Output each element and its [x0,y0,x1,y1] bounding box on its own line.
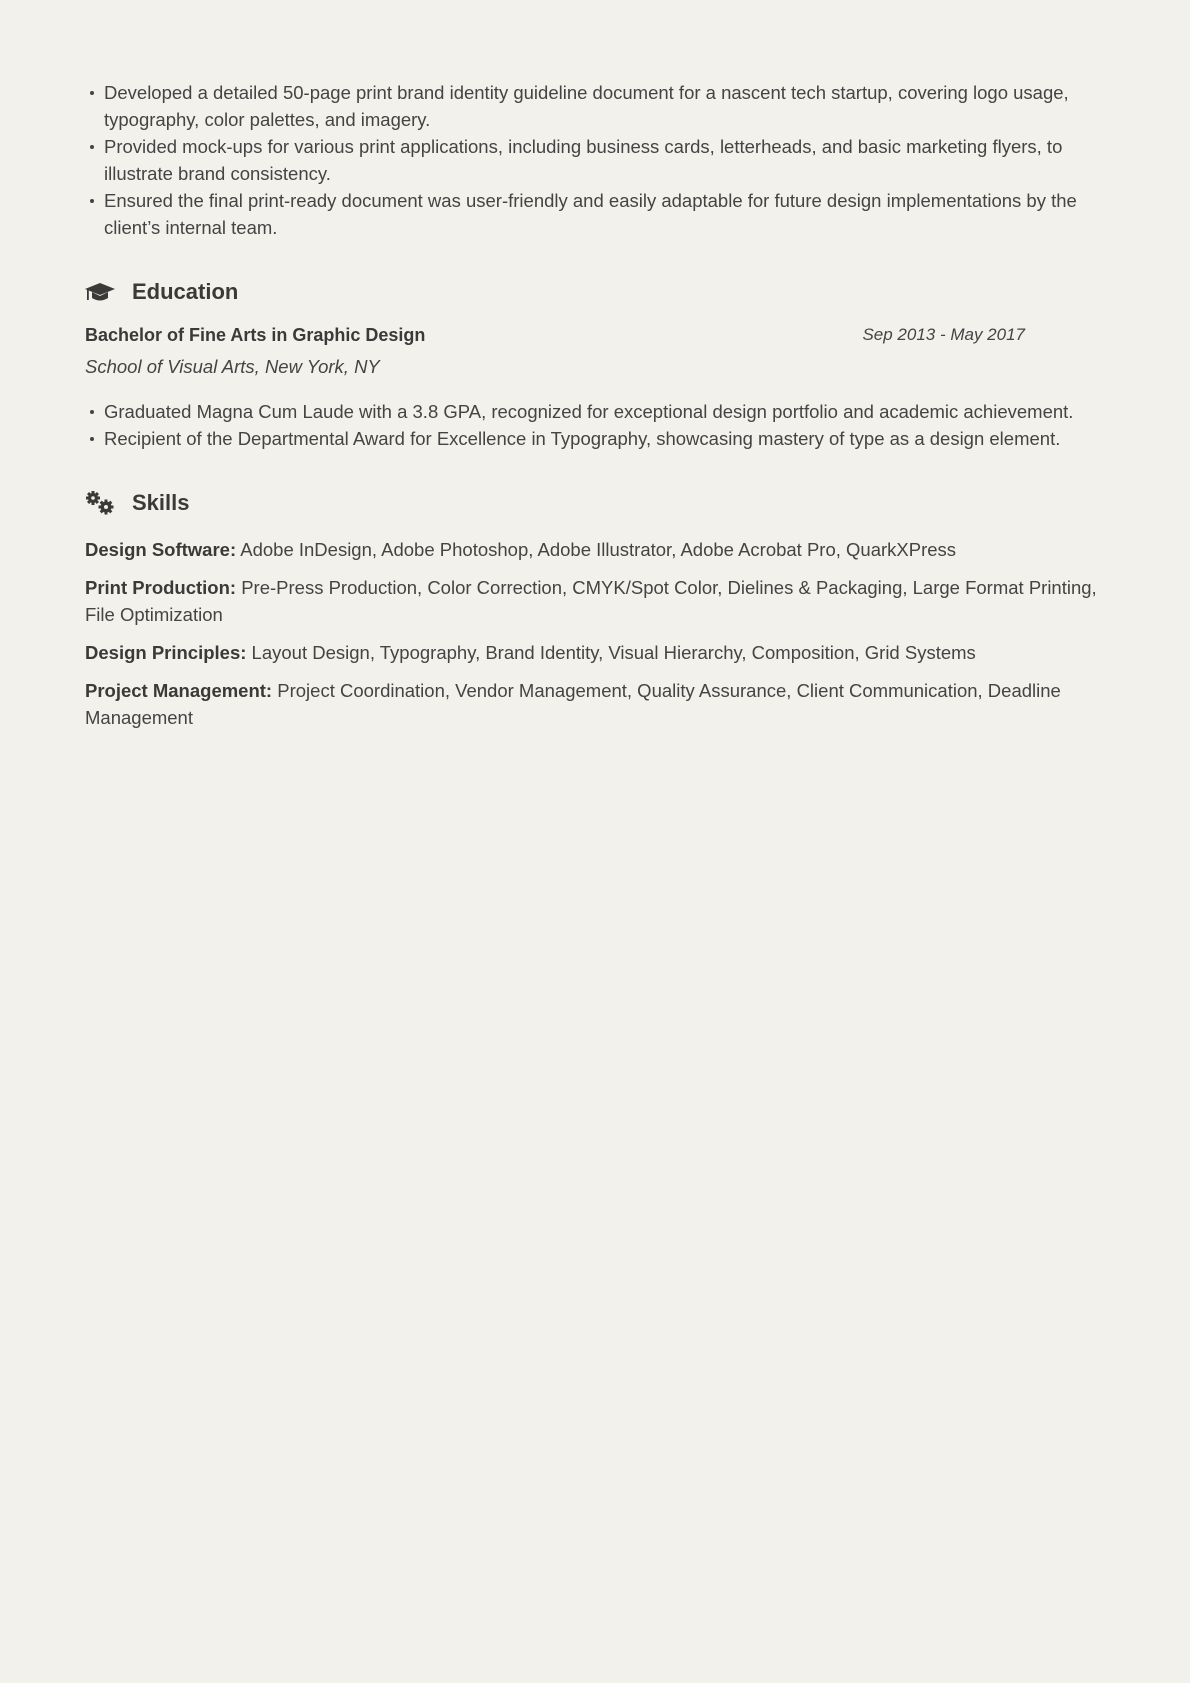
skill-value: Layout Design, Typography, Brand Identity, Visual Hierarchy, Composition, Grid Systems [251,642,976,663]
skill-value: Adobe InDesign, Adobe Photoshop, Adobe Illustrator, Adobe Acrobat Pro, QuarkXPress [240,539,957,560]
graduation-cap-icon [85,279,115,305]
skill-label: Design Software: [85,539,237,560]
list-item: Provided mock-ups for various print applications, including business cards, letterheads, and basic marketing flyers, to illustrate brand consistency. [104,133,1105,187]
experience-bullet-list [85,79,1105,241]
skill-row [85,574,1105,628]
section-title: Education [132,279,239,304]
skill-label: Print Production: [85,577,237,598]
skill-row [85,639,1105,666]
list-item: Ensured the final print-ready document was user-friendly and easily adaptable for future design implementations by the client’s internal team. [104,187,1105,241]
gears-icon [85,490,115,516]
section-title: Skills [132,490,190,515]
education-dates: Sep 2013 - May 2017 [862,325,1025,344]
skill-row [85,536,1105,563]
school-name: School of Visual Arts, New York, NY [85,356,380,377]
education-bullet-list [85,398,1105,452]
resume-page [85,79,1105,742]
skill-row [85,677,1105,731]
skill-label: Design Principles: [85,642,247,663]
skills-section-header [85,490,1105,516]
degree-title: Bachelor of Fine Arts in Graphic Design [85,325,426,345]
education-section-header [85,279,1105,305]
list-item: Graduated Magna Cum Laude with a 3.8 GPA, recognized for exceptional design portfolio and academic achievement. [104,398,1105,425]
skill-value: Pre-Press Production, Color Correction, CMYK/Spot Color, Dielines & Packaging, Large Format Printing, File Optimization [85,577,1097,625]
skill-value: Project Coordination, Vendor Management, Quality Assurance, Client Communication, Deadline Management [85,680,1061,728]
list-item: Recipient of the Departmental Award for Excellence in Typography, showcasing mastery of type as a design element. [104,425,1105,452]
list-item: Developed a detailed 50-page print brand identity guideline document for a nascent tech startup, covering logo usage, typography, color palettes, and imagery. [104,79,1105,133]
skill-label: Project Management: [85,680,273,701]
